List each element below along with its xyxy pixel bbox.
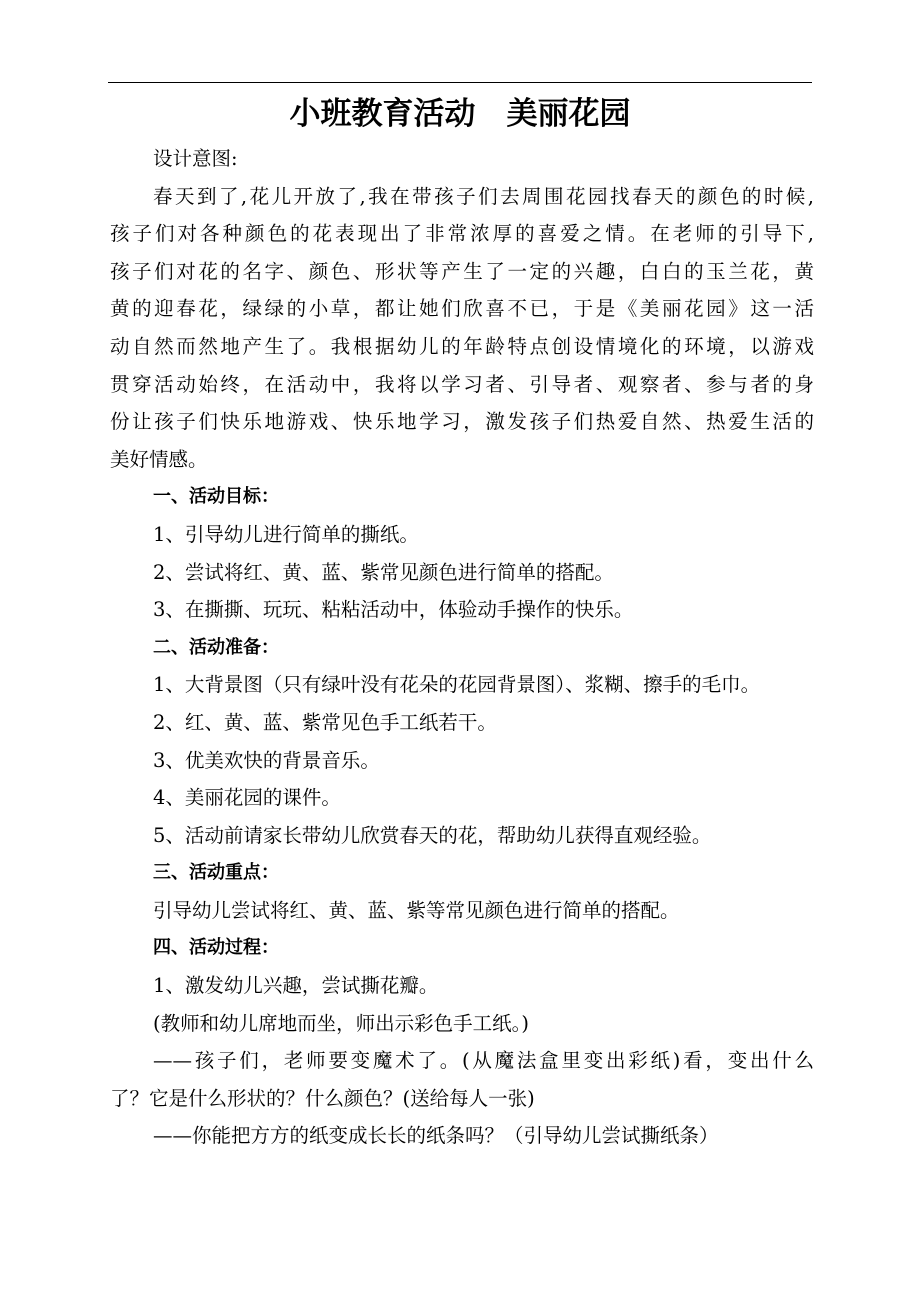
paragraph-line: 孩子们对各种颜色的花表现出了非常浓厚的喜爱之情。在老师的引导下, (110, 222, 814, 246)
list-item: 1、大背景图（只有绿叶没有花朵的花园背景图）、浆糊、擦手的毛巾。 (153, 673, 761, 697)
dialogue-line: ——孩子们，老师要变魔术了。(从魔法盒里变出彩纸)看，变出什么 (153, 1049, 814, 1073)
dialogue-line: 了？它是什么形状的？什么颜色？(送给每人一张) (110, 1086, 535, 1110)
list-item: 引导幼儿尝试将红、黄、蓝、紫等常见颜色进行简单的搭配。 (153, 898, 680, 922)
section-heading-preparation: 二、活动准备： (153, 636, 279, 658)
list-item: (教师和幼儿席地而坐，师出示彩色手工纸。) (153, 1011, 529, 1035)
section-heading-process: 四、活动过程： (153, 937, 279, 959)
list-item: 2、尝试将红、黄、蓝、紫常见颜色进行简单的搭配。 (153, 560, 614, 584)
list-item: 4、美丽花园的课件。 (153, 786, 341, 810)
design-intent-label: 设计意图: (153, 147, 238, 170)
list-item: 3、在撕撕、玩玩、粘粘活动中，体验动手操作的快乐。 (153, 598, 634, 622)
list-item: 3、优美欢快的背景音乐。 (153, 748, 380, 772)
list-item: 5、活动前请家长带幼儿欣赏春天的花，帮助幼儿获得直观经验。 (153, 823, 712, 847)
paragraph-line: 孩子们对花的名字、颜色、形状等产生了一定的兴趣，白白的玉兰花，黄 (110, 259, 814, 283)
paragraph-line: 贯穿活动始终，在活动中，我将以学习者、引导者、观察者、参与者的身 (110, 372, 814, 396)
paragraph-line: 黄的迎春花，绿绿的小草，都让她们欣喜不已，于是《美丽花园》这一活 (110, 297, 814, 321)
list-item: 1、引导幼儿进行简单的撕纸。 (153, 522, 419, 546)
dialogue-block (110, 1042, 814, 1155)
document-body (110, 140, 814, 1155)
section-heading-focus: 三、活动重点： (153, 862, 279, 884)
paragraph-line: 动自然而然地产生了。我根据幼儿的年龄特点创设情境化的环境，以游戏 (110, 334, 814, 358)
paragraph-line: 美好情感。 (110, 447, 208, 471)
header-rule (108, 82, 812, 83)
list-item: 1、激发幼儿兴趣，尝试撕花瓣。 (153, 974, 439, 998)
section-heading-goals: 一、活动目标： (153, 486, 279, 508)
paragraph-line: 份让孩子们快乐地游戏、快乐地学习，激发孩子们热爱自然、热爱生活的 (110, 410, 814, 434)
dialogue-line: ——你能把方方的纸变成长长的纸条吗？（引导幼儿尝试撕纸条） (153, 1124, 719, 1148)
paragraph-line: 春天到了,花儿开放了,我在带孩子们去周围花园找春天的颜色的时候, (153, 184, 814, 208)
list-item: 2、红、黄、蓝、紫常见色手工纸若干。 (153, 710, 497, 734)
design-intent-paragraph (110, 178, 814, 479)
document-title: 小班教育活动 美丽花园 (289, 96, 631, 132)
